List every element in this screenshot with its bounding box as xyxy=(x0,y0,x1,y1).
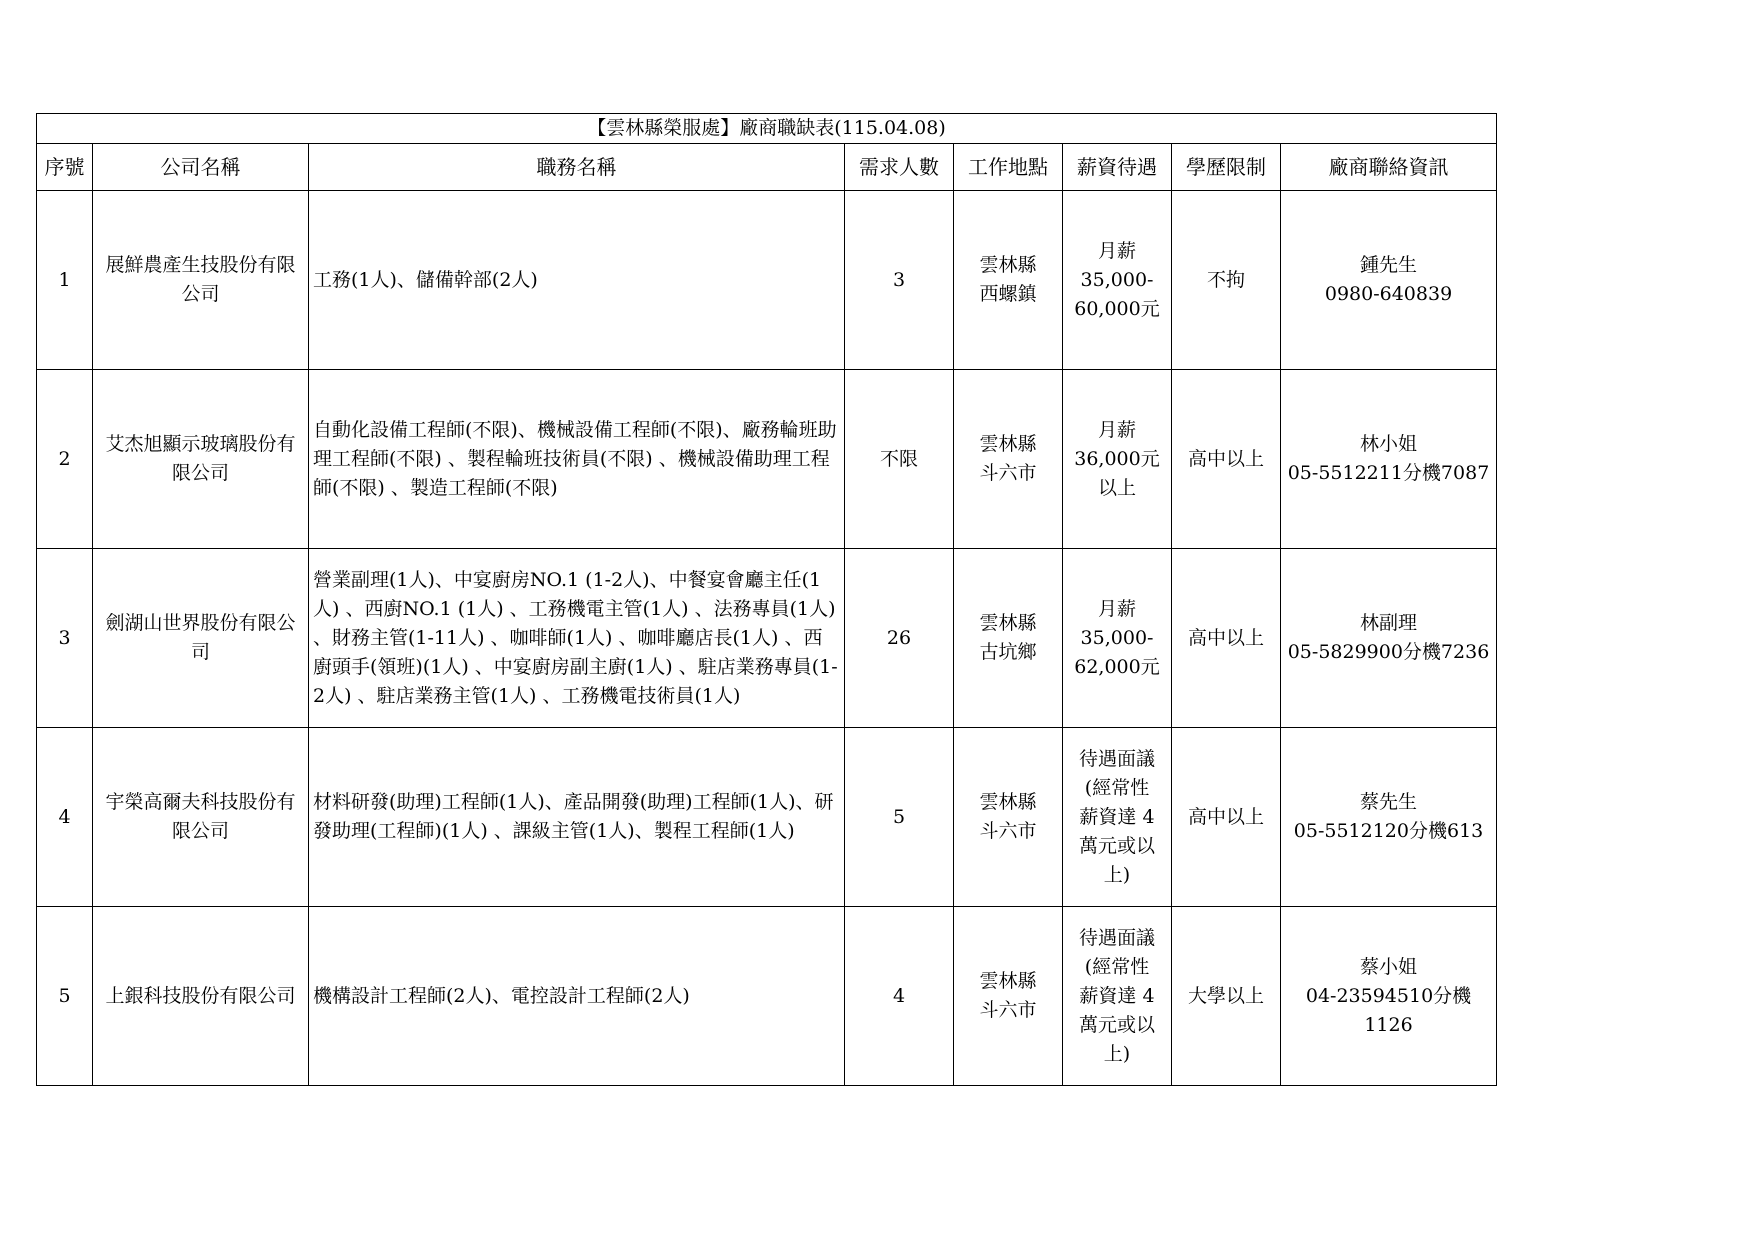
row-contact: 鍾先生 0980-640839 xyxy=(1281,191,1497,370)
row-jobs: 自動化設備工程師(不限)、機械設備工程師(不限)、廠務輪班助理工程師(不限) 、製程輪班技術員(不限) 、機械設備助理工程師(不限) 、製造工程師(不限) xyxy=(309,370,845,549)
table-row xyxy=(37,191,1497,370)
row-company: 展鮮農產生技股份有限公司 xyxy=(93,191,309,370)
row-company: 艾杰旭顯示玻璃股份有限公司 xyxy=(93,370,309,549)
row-salary: 月薪 35,000- 62,000元 xyxy=(1063,549,1172,728)
row-education: 高中以上 xyxy=(1172,370,1281,549)
header-count: 需求人數 xyxy=(845,144,954,191)
row-salary: 待遇面議 (經常性 薪資達 4 萬元或以 上) xyxy=(1063,728,1172,907)
row-salary: 待遇面議 (經常性 薪資達 4 萬元或以 上) xyxy=(1063,907,1172,1086)
row-company: 上銀科技股份有限公司 xyxy=(93,907,309,1086)
row-education: 大學以上 xyxy=(1172,907,1281,1086)
row-no: 3 xyxy=(37,549,93,728)
row-contact: 蔡先生 05-5512120分機613 xyxy=(1281,728,1497,907)
row-location: 雲林縣 斗六市 xyxy=(954,728,1063,907)
row-contact: 蔡小姐 04-23594510分機 1126 xyxy=(1281,907,1497,1086)
row-contact: 林小姐 05-5512211分機7087 xyxy=(1281,370,1497,549)
row-count: 3 xyxy=(845,191,954,370)
row-company: 宇榮高爾夫科技股份有限公司 xyxy=(93,728,309,907)
row-count: 4 xyxy=(845,907,954,1086)
job-vacancy-table xyxy=(36,113,1497,1086)
row-location: 雲林縣 斗六市 xyxy=(954,907,1063,1086)
row-location: 雲林縣 西螺鎮 xyxy=(954,191,1063,370)
header-education: 學歷限制 xyxy=(1172,144,1281,191)
row-no: 2 xyxy=(37,370,93,549)
row-location: 雲林縣 古坑鄉 xyxy=(954,549,1063,728)
row-jobs: 工務(1人)、儲備幹部(2人) xyxy=(309,191,845,370)
header-jobs: 職務名稱 xyxy=(309,144,845,191)
row-no: 1 xyxy=(37,191,93,370)
row-company: 劍湖山世界股份有限公司 xyxy=(93,549,309,728)
table-row xyxy=(37,728,1497,907)
row-count: 5 xyxy=(845,728,954,907)
header-location: 工作地點 xyxy=(954,144,1063,191)
row-jobs: 營業副理(1人)、中宴廚房NO.1 (1-2人)、中餐宴會廳主任(1人) 、西廚NO.1 (1人) 、工務機電主管(1人) 、法務專員(1人) 、財務主管(1-11人) 、咖啡師(1人) 、咖啡廳店長(1人) 、西廚頭手(領班)(1人) 、中宴廚房副主廚(1人) 、駐店業務專員(1-2人) 、駐店業務主管(1人) 、工務機電技術員(1人) xyxy=(309,549,845,728)
row-salary: 月薪 36,000元 以上 xyxy=(1063,370,1172,549)
table-title: 【雲林縣榮服處】廠商職缺表(115.04.08) xyxy=(37,114,1497,144)
row-no: 4 xyxy=(37,728,93,907)
table-row xyxy=(37,370,1497,549)
row-education: 高中以上 xyxy=(1172,549,1281,728)
row-no: 5 xyxy=(37,907,93,1086)
row-salary: 月薪 35,000- 60,000元 xyxy=(1063,191,1172,370)
row-education: 高中以上 xyxy=(1172,728,1281,907)
table-row xyxy=(37,907,1497,1086)
table-row xyxy=(37,549,1497,728)
row-location: 雲林縣 斗六市 xyxy=(954,370,1063,549)
header-no: 序號 xyxy=(37,144,93,191)
header-salary: 薪資待遇 xyxy=(1063,144,1172,191)
row-jobs: 機構設計工程師(2人)、電控設計工程師(2人) xyxy=(309,907,845,1086)
row-jobs: 材料研發(助理)工程師(1人)、產品開發(助理)工程師(1人)、研發助理(工程師)(1人) 、課級主管(1人)、製程工程師(1人) xyxy=(309,728,845,907)
row-contact: 林副理 05-5829900分機7236 xyxy=(1281,549,1497,728)
header-company: 公司名稱 xyxy=(93,144,309,191)
table-header-row xyxy=(37,144,1497,191)
header-contact: 廠商聯絡資訊 xyxy=(1281,144,1497,191)
table-title-row xyxy=(37,114,1497,144)
row-count: 26 xyxy=(845,549,954,728)
row-education: 不拘 xyxy=(1172,191,1281,370)
row-count: 不限 xyxy=(845,370,954,549)
